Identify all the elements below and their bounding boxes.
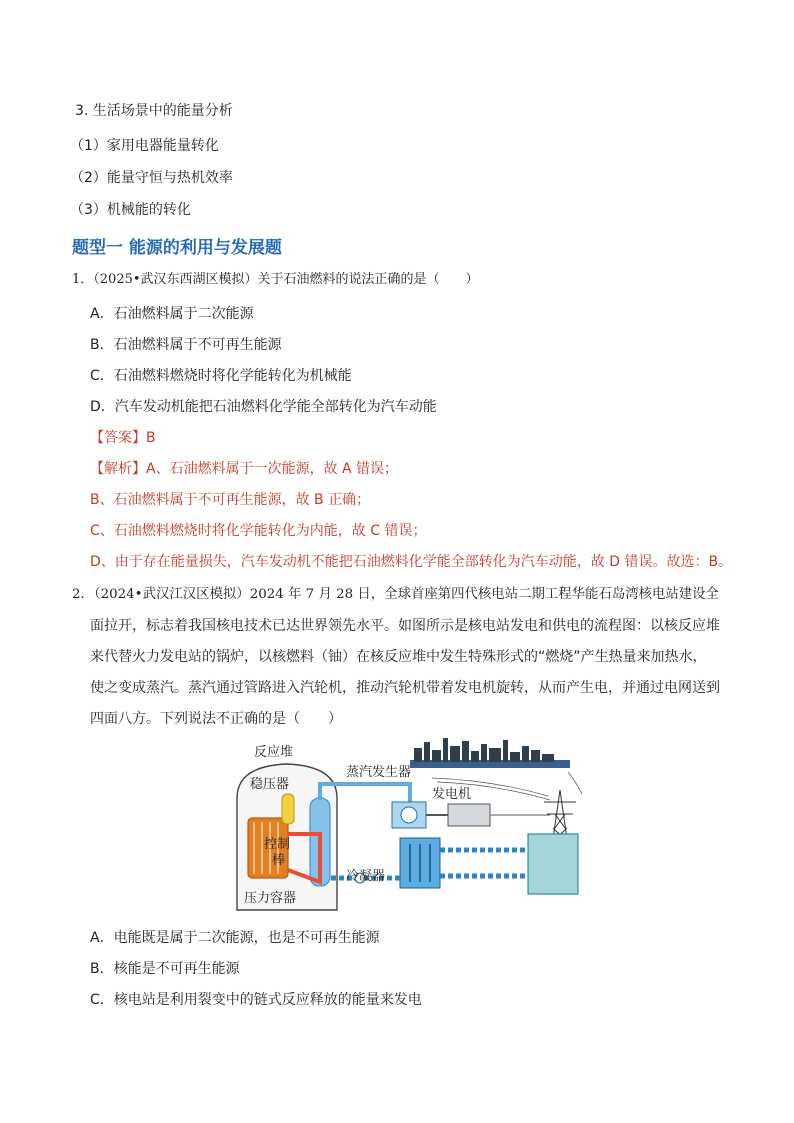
q2-stem-line-1: 2．（2024•武汉江汉区模拟）2024 年 7 月 28 日，全球首座第四代核电站二期工程华能石岛湾核电站建设全 — [72, 587, 719, 602]
q1-option-d: D．汽车发动机能把石油燃料化学能全部转化为汽车动能 — [90, 399, 437, 415]
q1-analysis-line-2: B、石油燃料属于不可再生能源，故 B 正确； — [90, 492, 371, 508]
label-reactor: 反应堆 — [254, 745, 294, 760]
q2-option-b: B．核能是不可再生能源 — [90, 961, 240, 977]
q1-option-c: C．石油燃料燃烧时将化学能转化为机械能 — [90, 368, 352, 384]
q2-stem-line-2: 面拉开，标志着我国核电技术已达世界领先水平。如图所示是核电站发电和供电的流程图：以核反应堆 — [90, 618, 720, 634]
label-pressurizer: 稳压器 — [250, 777, 290, 792]
q1-option-a: A．石油燃料属于二次能源 — [90, 306, 254, 322]
label-generator: 发电机 — [432, 787, 472, 802]
pressurizer — [282, 794, 294, 824]
q2-stem-line-3: 来代替火力发电站的锅炉，以核燃料（铀）在核反应堆中发生特殊形式的“燃烧”产生热量来加热水， — [90, 649, 707, 665]
label-steam-generator: 蒸汽发生器 — [346, 765, 412, 780]
q2-stem-line-4: 使之变成蒸汽。蒸汽通过管路进入汽轮机，推动汽轮机带着发电机旋转，从而产生电，并通过电网送到 — [90, 680, 720, 696]
section-item-1: （1）家用电器能量转化 — [70, 138, 219, 154]
city-skyline-icon — [410, 738, 570, 768]
q2-stem-line-5: 四面八方。下列说法不正确的是（ ） — [90, 711, 342, 727]
q1-analysis-line-1: 【解析】A、石油燃料属于一次能源，故 A 错误； — [90, 461, 399, 477]
question-type-heading: 题型一 能源的利用与发展题 — [72, 238, 282, 258]
q1-option-b: B．石油燃料属于不可再生能源 — [90, 337, 282, 353]
section-item-2: （2）能量守恒与热机效率 — [70, 170, 233, 186]
generator — [448, 804, 490, 826]
water-tank — [528, 834, 578, 894]
section-item-3: （3）机械能的转化 — [70, 202, 191, 218]
label-condenser: 冷凝器 — [346, 869, 386, 884]
label-control-rod-1: 控制 — [264, 837, 291, 852]
q2-option-c: C．核电站是利用裂变中的链式反应释放的能量来发电 — [90, 992, 422, 1008]
q1-stem: 1．（2025•武汉东西湖区模拟）关于石油燃料的说法正确的是（ ） — [72, 272, 479, 287]
nuclear-plant-diagram — [232, 738, 588, 914]
q2-option-a: A．电能既是属于二次能源，也是不可再生能源 — [90, 930, 380, 946]
section-title: 3. 生活场景中的能量分析 — [75, 103, 233, 119]
label-pressure-vessel: 压力容器 — [244, 891, 297, 906]
q1-analysis-line-4: D、由于存在能量损失，汽车发动机不能把石油燃料化学能全部转化为汽车动能，故 D 错误。故选：B。 — [90, 554, 733, 570]
label-control-rod-2: 棒 — [272, 853, 286, 868]
q1-analysis-line-3: C、石油燃料燃烧时将化学能转化为内能，故 C 错误； — [90, 523, 427, 539]
q1-answer: 【答案】B — [90, 430, 156, 446]
cooling-water-loop — [440, 850, 528, 876]
